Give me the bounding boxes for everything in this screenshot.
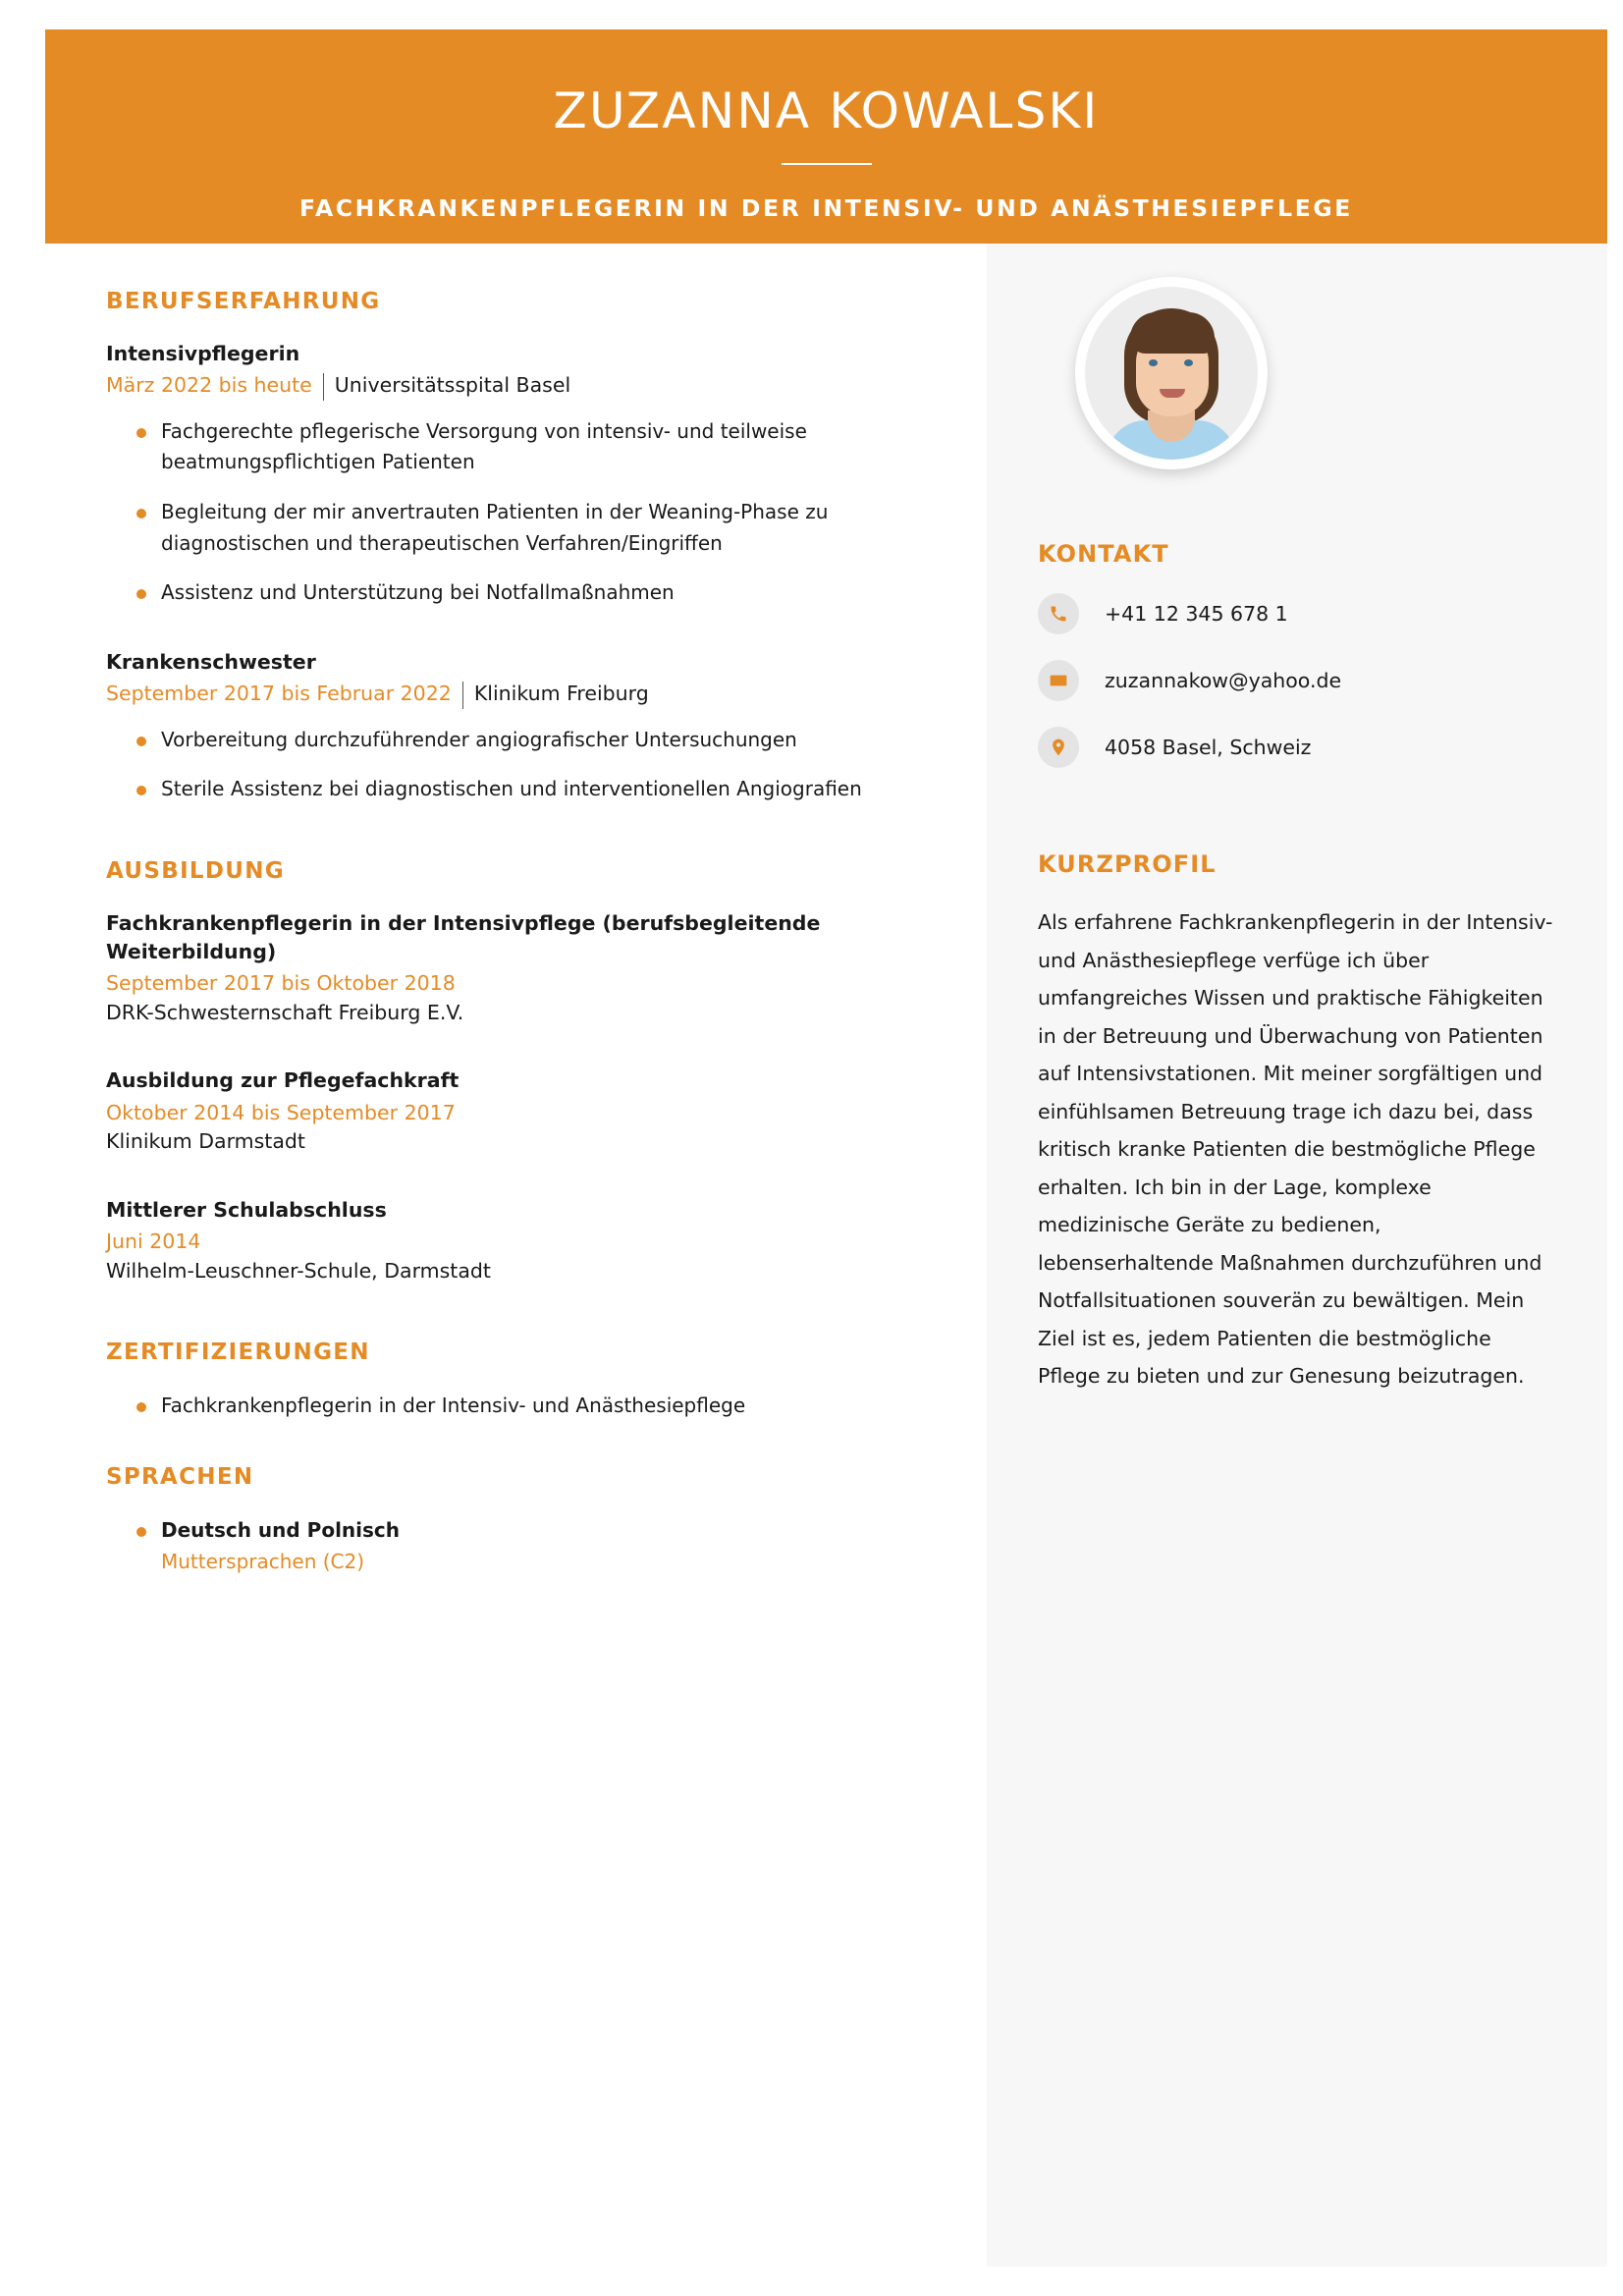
list-item: Begleitung der mir anvertrauten Patienten in der Weaning-Phase zu diagnostischen und therapeutischen Verfahren/Eingriffen — [106, 497, 892, 559]
list-item: Sterile Assistenz bei diagnostischen und interventionellen Angiografien — [106, 774, 892, 805]
section-heading-certifications: ZERTIFIZIERUNGEN — [106, 1339, 370, 1365]
spacer — [106, 1037, 947, 1066]
spacer — [106, 1167, 947, 1196]
page-title: ZUZANNA KOWALSKI — [553, 82, 1100, 139]
sidebar — [987, 244, 1607, 2267]
list-item: Assistenz und Unterstützung bei Notfallmaßnahmen — [106, 577, 892, 609]
education-institution: Wilhelm-Leuschner-Schule, Darmstadt — [106, 1258, 491, 1283]
main-column — [45, 244, 987, 2267]
experience-date: März 2022 bis heute — [106, 373, 312, 398]
experience-bullet-list — [106, 416, 947, 609]
section-heading-profile: KURZPROFIL — [1038, 850, 1217, 878]
spacer — [106, 1421, 947, 1464]
experience-date: September 2017 bis Februar 2022 — [106, 681, 452, 705]
contact-row-email[interactable] — [1038, 660, 1556, 701]
contact-row-address[interactable] — [1038, 727, 1556, 768]
contact-row-phone[interactable] — [1038, 593, 1556, 634]
experience-job-title: Intensivpflegerin — [106, 342, 300, 365]
contact-email-value: zuzannakow@yahoo.de — [1105, 668, 1342, 692]
header-banner — [45, 29, 1607, 244]
avatar-eye-right — [1184, 359, 1193, 366]
experience-meta — [106, 371, 947, 401]
phone-icon — [1038, 593, 1079, 634]
section-contact — [1038, 540, 1556, 768]
list-item — [106, 1515, 892, 1576]
section-experience — [106, 289, 947, 805]
spacer — [1038, 469, 1556, 540]
education-degree: Mittlerer Schulabschluss — [106, 1198, 387, 1223]
avatar-fringe — [1130, 312, 1215, 354]
header-divider — [782, 163, 872, 165]
envelope-icon — [1038, 660, 1079, 701]
experience-meta — [106, 680, 947, 709]
cv-body — [45, 244, 1607, 2267]
spacer — [1038, 793, 1556, 850]
language-level: Muttersprachen (C2) — [161, 1549, 365, 1573]
education-degree: Fachkrankenpflegerin in der Intensivpflege (berufsbegleitende Weiterbildung) — [106, 910, 821, 963]
spacer — [106, 1296, 947, 1339]
education-entry — [106, 1196, 947, 1286]
education-date: Oktober 2014 bis September 2017 — [106, 1100, 456, 1124]
list-item: Vorbereitung durchzuführender angiografischer Untersuchungen — [106, 725, 892, 756]
meta-separator — [462, 682, 463, 709]
education-institution: Klinikum Darmstadt — [106, 1129, 305, 1154]
avatar-eye-left — [1149, 359, 1158, 366]
section-certifications — [106, 1339, 947, 1422]
list-item: Fachgerechte pflegerische Versorgung von intensiv- und teilweise beatmungspflichtigen Patienten — [106, 416, 892, 478]
location-pin-icon — [1038, 727, 1079, 768]
avatar — [1075, 277, 1268, 469]
education-date: Juni 2014 — [106, 1230, 201, 1254]
profile-summary-text: Als erfahrene Fachkrankenpflegerin in der Intensiv- und Anästhesiepflege verfüge ich über umfangreiches Wissen und praktische Fähigkeiten in der Betreuung und Überwachung von Patienten auf Intensivstationen. Mit meiner sorgfältigen und einfühlsamen Betreuung trage ich dazu bei, dass kritisch kranke Patienten die bestmögliche Pflege erhalten. Ich bin in der Lage, komplexe medizinische Geräte zu bedienen, lebenserhaltende Maßnahmen durchzuführen und Notfallsituationen souverän zu bewältigen. Mein Ziel ist es, jedem Patienten die bestmögliche Pflege zu bieten und zur Genesung beizutragen. — [1038, 910, 1553, 1389]
section-education — [106, 858, 947, 1286]
experience-entry — [106, 340, 947, 609]
experience-job-title: Krankenschwester — [106, 649, 316, 674]
languages-list — [106, 1515, 947, 1576]
spacer — [106, 815, 947, 858]
experience-bullet-list — [106, 725, 947, 805]
avatar-photo — [1085, 287, 1258, 460]
experience-entry — [106, 648, 947, 805]
section-profile — [1038, 850, 1556, 1395]
education-degree: Ausbildung zur Pflegefachkraft — [106, 1068, 460, 1093]
education-institution: DRK-Schwesternschaft Freiburg E.V. — [106, 1000, 464, 1024]
language-name: Deutsch und Polnisch — [161, 1518, 401, 1543]
contact-list — [1038, 593, 1556, 768]
education-date: September 2017 bis Oktober 2018 — [106, 971, 456, 996]
spacer — [106, 619, 947, 648]
cv-sheet — [45, 29, 1607, 2267]
section-heading-education: AUSBILDUNG — [106, 857, 285, 884]
section-languages — [106, 1464, 947, 1576]
education-entry — [106, 909, 947, 1028]
meta-separator — [323, 373, 324, 401]
experience-employer: Universitätsspital Basel — [334, 373, 571, 398]
list-item: Fachkrankenpflegerin in der Intensiv- und Anästhesiepflege — [106, 1391, 892, 1422]
section-heading-languages: SPRACHEN — [106, 1464, 254, 1491]
header-subtitle: FACHKRANKENPFLEGERIN IN DER INTENSIV- UND ANÄSTHESIEPFLEGE — [299, 194, 1353, 222]
section-heading-contact: KONTAKT — [1038, 540, 1169, 568]
contact-address-value: 4058 Basel, Schweiz — [1105, 735, 1312, 759]
section-heading-experience: BERUFSERFAHRUNG — [106, 289, 381, 314]
education-entry — [106, 1066, 947, 1157]
experience-employer: Klinikum Freiburg — [473, 681, 649, 705]
certifications-list — [106, 1391, 947, 1422]
contact-phone-value: +41 12 345 678 1 — [1105, 601, 1288, 626]
